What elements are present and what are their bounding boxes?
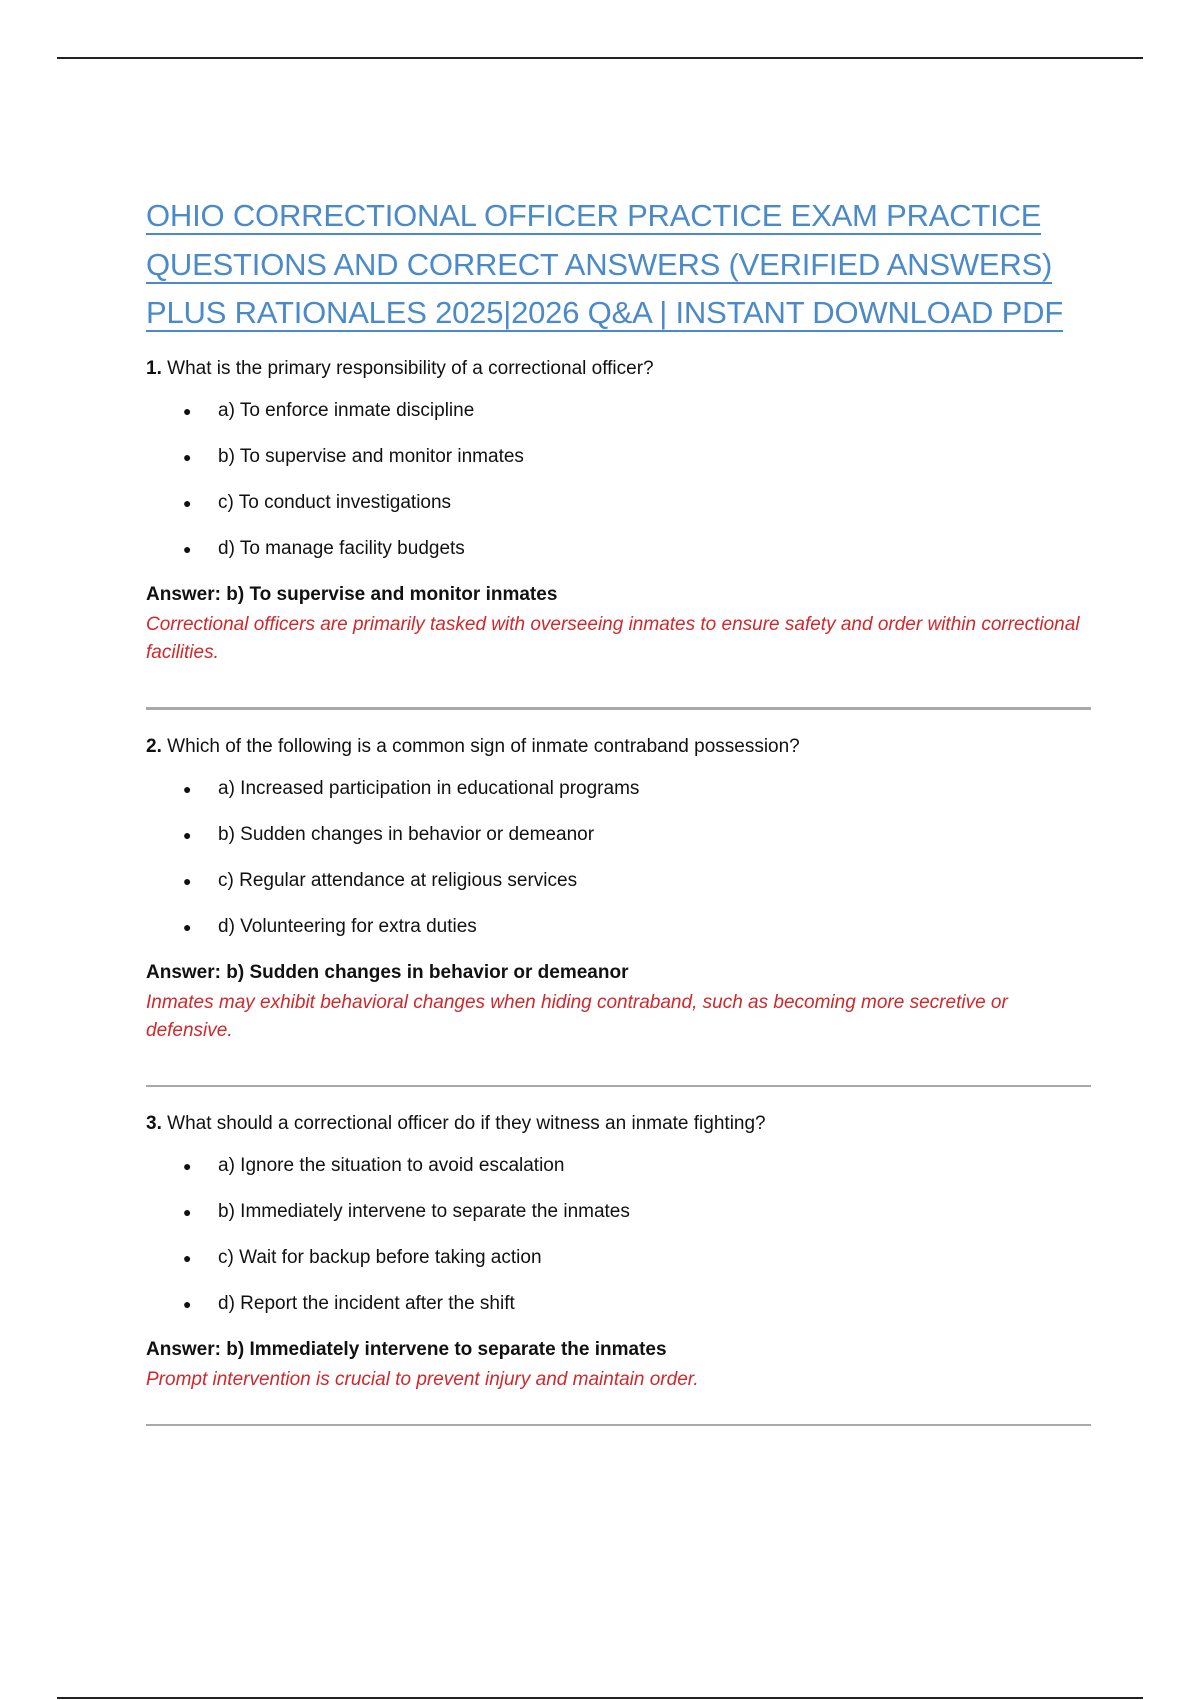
question-3 bbox=[146, 1111, 1091, 1394]
rationale-text: Inmates may exhibit behavioral changes when hiding contraband, such as becoming more secretive or defensive. bbox=[146, 991, 1008, 1041]
question-prompt: Which of the following is a common sign of inmate contraband possession? bbox=[167, 735, 800, 757]
header-rule bbox=[57, 57, 1143, 59]
options-list bbox=[146, 776, 1091, 940]
question-divider bbox=[146, 1424, 1091, 1426]
bullet-icon: ● bbox=[183, 1203, 192, 1220]
option-b: ● b) Immediately intervene to separate the inmates bbox=[146, 1199, 1091, 1225]
question-prompt: What should a correctional officer do if they witness an inmate fighting? bbox=[167, 1112, 766, 1134]
answer-line: Answer: b) To supervise and monitor inmates bbox=[146, 583, 558, 605]
question-number: 3. bbox=[146, 1112, 162, 1134]
document-title bbox=[146, 192, 1091, 338]
question-text bbox=[146, 356, 1091, 382]
bullet-icon: ● bbox=[183, 494, 192, 511]
bullet-icon: ● bbox=[183, 540, 192, 557]
bullet-icon: ● bbox=[183, 872, 192, 889]
question-number: 2. bbox=[146, 735, 162, 757]
question-prompt: What is the primary responsibility of a correctional officer? bbox=[167, 357, 654, 379]
option-d: ● d) Volunteering for extra duties bbox=[146, 914, 1091, 940]
rationale-text: Correctional officers are primarily tasked with overseeing inmates to ensure safety and order within correctional facilities. bbox=[146, 613, 1080, 663]
option-b: ● b) To supervise and monitor inmates bbox=[146, 444, 1091, 470]
question-2 bbox=[146, 734, 1091, 1045]
option-d: ● d) Report the incident after the shift bbox=[146, 1291, 1091, 1317]
bullet-icon: ● bbox=[183, 918, 192, 935]
option-b: ● b) Sudden changes in behavior or demeanor bbox=[146, 822, 1091, 848]
options-list bbox=[146, 398, 1091, 562]
footer-rule bbox=[57, 1697, 1143, 1699]
question-text bbox=[146, 734, 1091, 760]
question-text bbox=[146, 1111, 1091, 1137]
option-a: ● a) Increased participation in educational programs bbox=[146, 776, 1091, 802]
bullet-icon: ● bbox=[183, 1249, 192, 1266]
title-line: QUESTIONS AND CORRECT ANSWERS (VERIFIED ANSWERS) bbox=[146, 246, 1053, 282]
title-line: OHIO CORRECTIONAL OFFICER PRACTICE EXAM PRACTICE bbox=[146, 198, 1042, 233]
options-list bbox=[146, 1153, 1091, 1317]
answer-line: Answer: b) Immediately intervene to separate the inmates bbox=[146, 1338, 667, 1360]
bullet-icon: ● bbox=[183, 448, 192, 465]
option-c: ● c) Wait for backup before taking action bbox=[146, 1245, 1091, 1271]
option-a: ● a) To enforce inmate discipline bbox=[146, 398, 1091, 424]
bullet-icon: ● bbox=[183, 1157, 192, 1174]
option-c: ● c) Regular attendance at religious services bbox=[146, 868, 1091, 894]
question-1 bbox=[146, 356, 1091, 667]
bullet-icon: ● bbox=[183, 780, 192, 797]
option-d: ● d) To manage facility budgets bbox=[146, 536, 1091, 562]
bullet-icon: ● bbox=[183, 402, 192, 419]
document-body bbox=[146, 192, 1091, 1426]
rationale-text: Prompt intervention is crucial to prevent injury and maintain order. bbox=[146, 1368, 699, 1390]
bullet-icon: ● bbox=[183, 1295, 192, 1312]
title-line: PLUS RATIONALES 2025|2026 Q&A | INSTANT DOWNLOAD PDF bbox=[146, 295, 1064, 330]
bullet-icon: ● bbox=[183, 826, 192, 843]
answer-line: Answer: b) Sudden changes in behavior or demeanor bbox=[146, 961, 629, 983]
option-c: ● c) To conduct investigations bbox=[146, 490, 1091, 516]
question-number: 1. bbox=[146, 357, 162, 379]
option-a: ● a) Ignore the situation to avoid escalation bbox=[146, 1153, 1091, 1179]
